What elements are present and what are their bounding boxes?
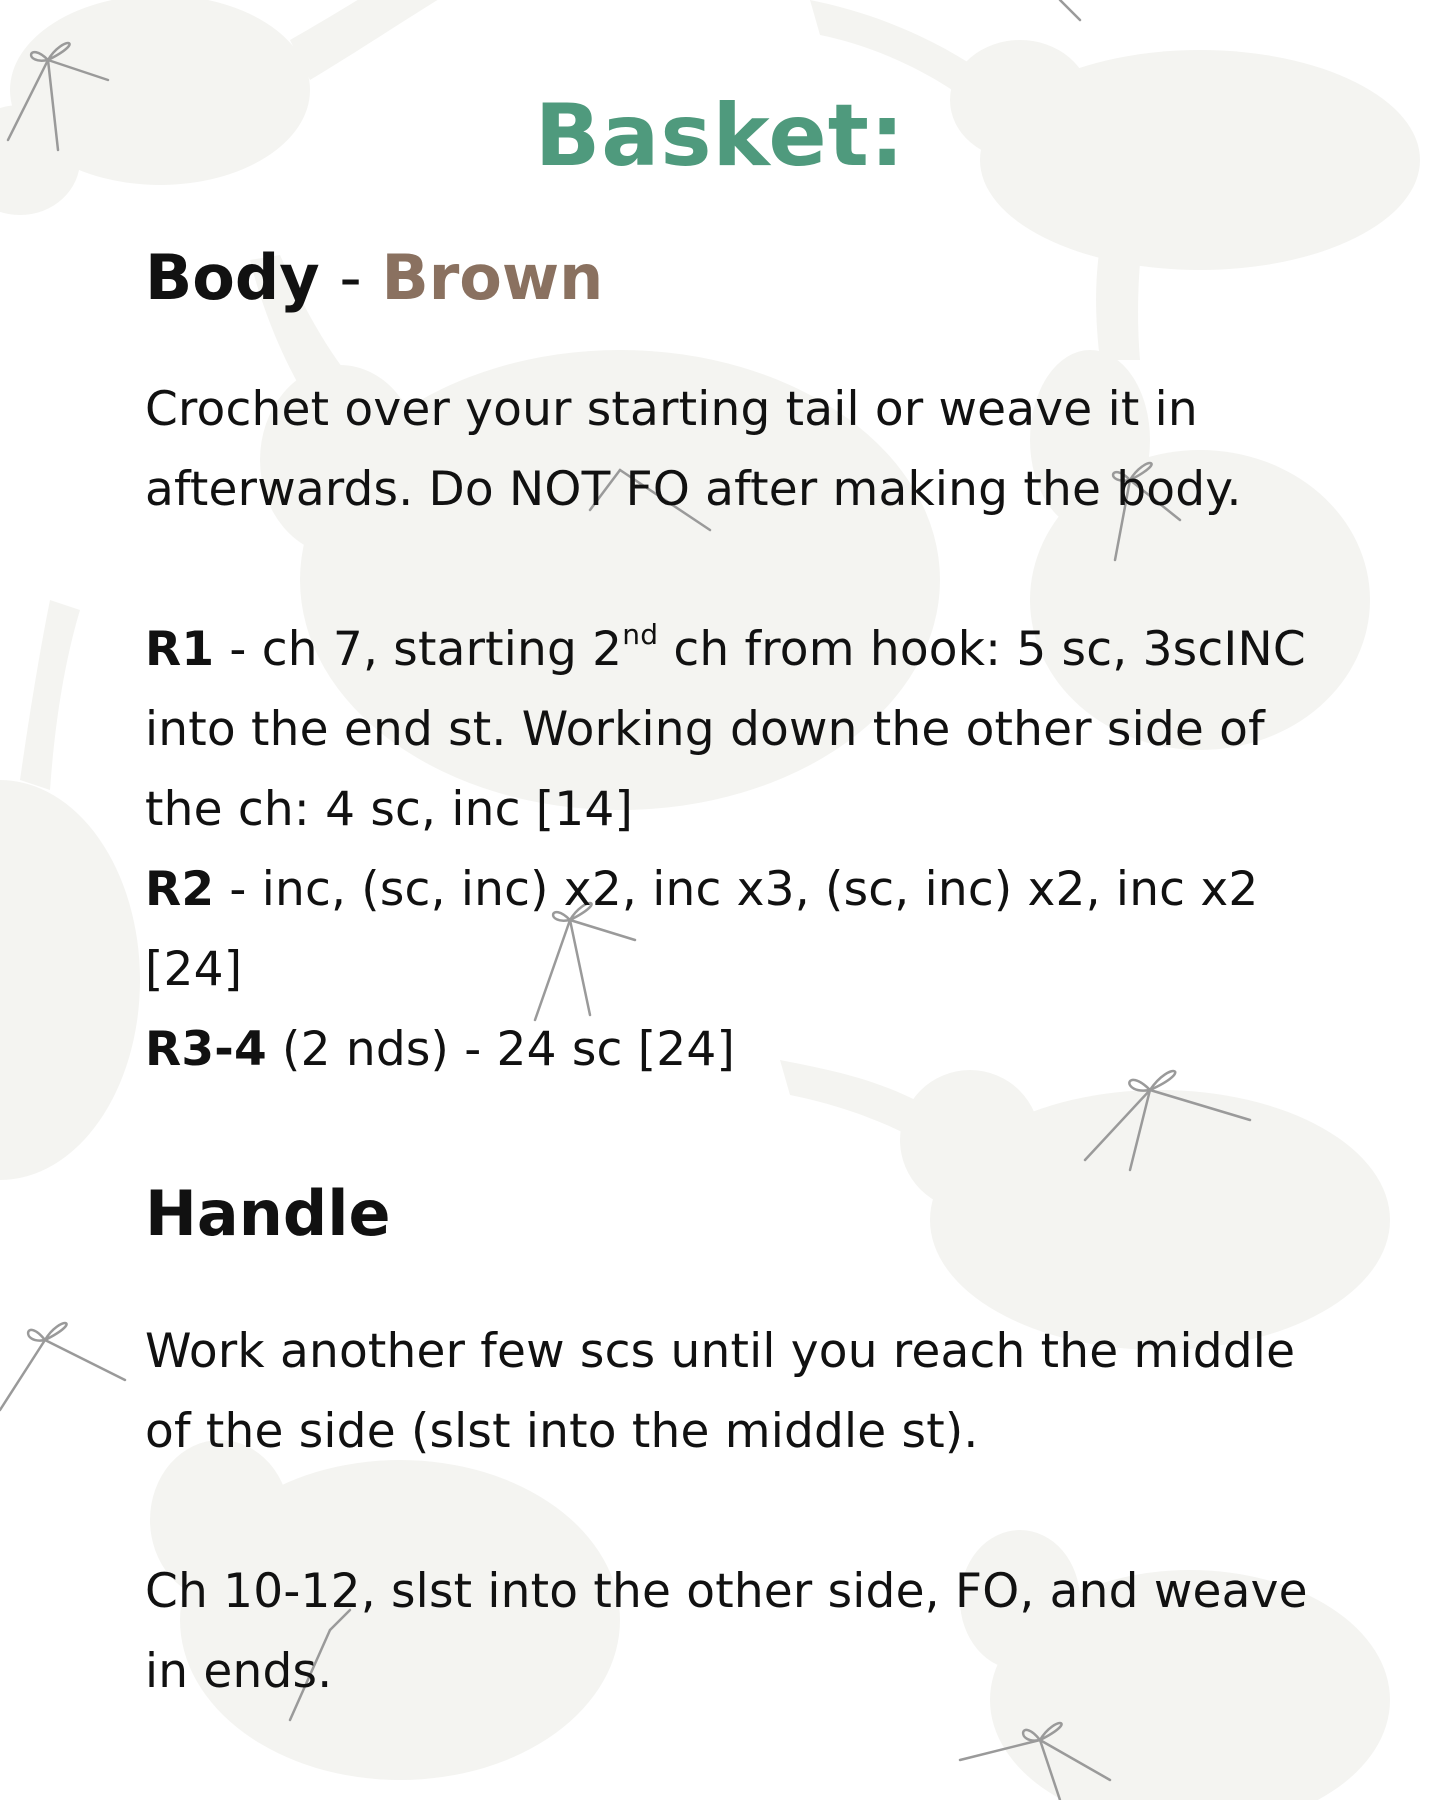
row-label: R2 <box>145 862 215 917</box>
row-label: R1 <box>145 622 215 677</box>
body-intro-paragraph: Crochet over your starting tail or weave it in afterwards. Do NOT FO after making the body. <box>145 382 1242 517</box>
row-instructions <box>145 610 1325 1090</box>
row-text: - ch 7, starting 2 <box>214 622 623 677</box>
row-label: R3-4 <box>145 1022 267 1077</box>
row-instruction-r1 <box>145 610 1325 850</box>
handle-paragraph: Ch 10-12, slst into the other side, FO, and weave in ends. <box>145 1564 1308 1699</box>
page-title: Basket: <box>534 86 906 186</box>
body-heading-label: Body <box>145 241 320 314</box>
handle-section-heading: Handle <box>145 1177 391 1250</box>
ordinal-suffix: nd <box>622 618 659 652</box>
row-text: ch from hook: 5 sc, 3scINC into the end st. Working down the other side of the ch: 4 sc, inc [14] <box>145 622 1306 837</box>
heading-separator: - <box>319 241 382 314</box>
row-text: (2 nds) - 24 sc [24] <box>266 1022 736 1077</box>
row-instruction-r2 <box>145 850 1325 1010</box>
row-text: - inc, (sc, inc) x2, inc x3, (sc, inc) x2, inc x2 [24] <box>145 862 1259 997</box>
body-section-heading <box>145 242 603 314</box>
yarn-color-name: Brown <box>381 241 604 314</box>
handle-paragraph: Work another few scs until you reach the middle of the side (slst into the middle st). <box>145 1324 1296 1459</box>
row-instruction-r3-4 <box>145 1010 1325 1090</box>
